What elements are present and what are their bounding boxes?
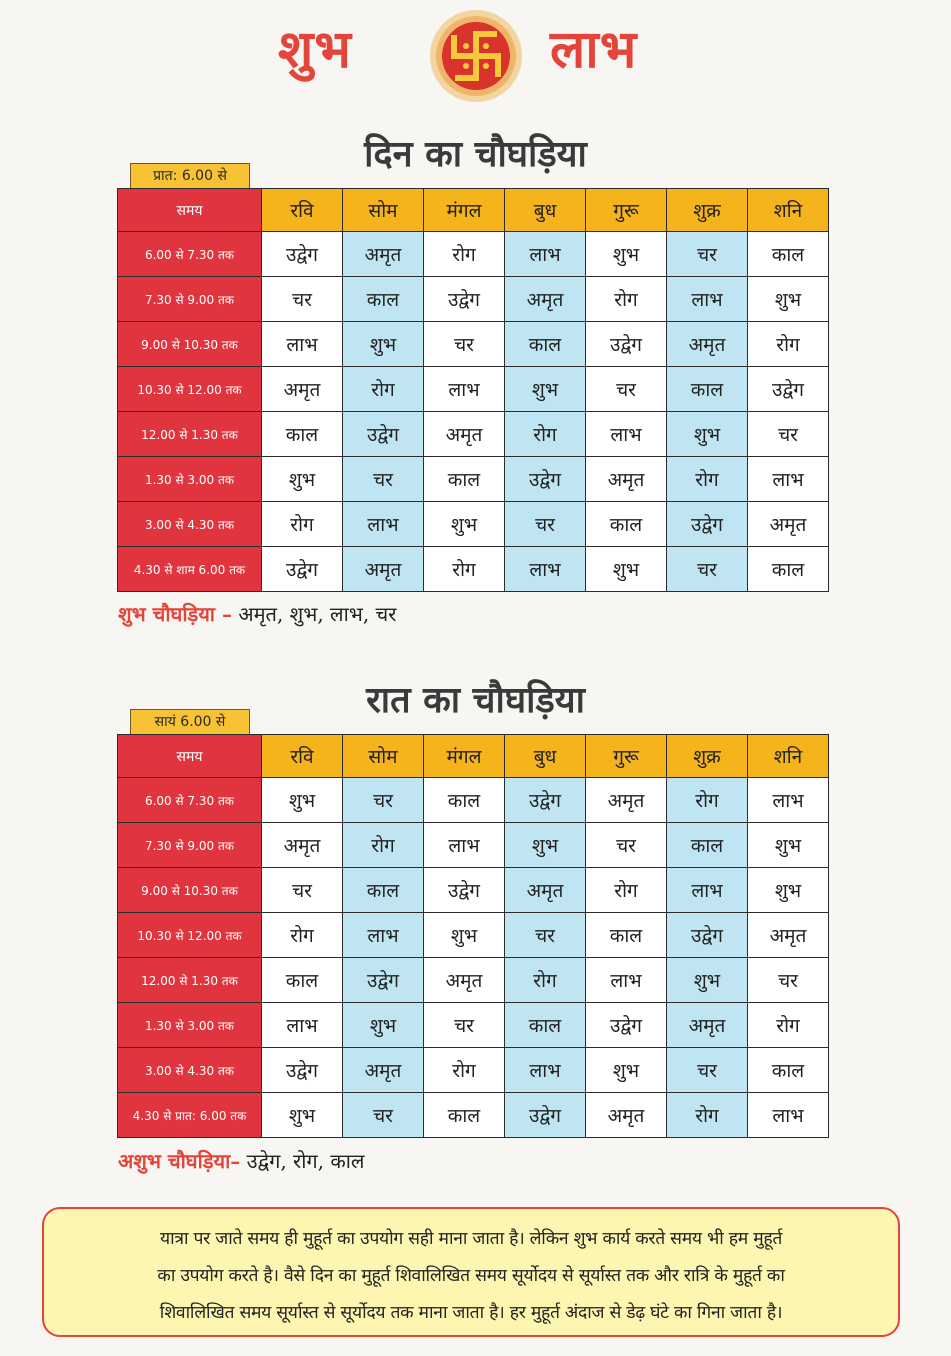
table-row <box>118 457 829 502</box>
choghadiya-cell: अमृत <box>667 1003 748 1048</box>
choghadiya-cell: चर <box>505 913 586 958</box>
choghadiya-cell: उद्वेग <box>262 547 343 592</box>
time-slot-cell: 12.00 से 1.30 तक <box>118 412 262 457</box>
choghadiya-cell: उद्वेग <box>505 1093 586 1138</box>
table-row <box>118 1048 829 1093</box>
day-column-header: गुरू <box>586 189 667 232</box>
choghadiya-cell: लाभ <box>586 958 667 1003</box>
choghadiya-cell: काल <box>667 367 748 412</box>
choghadiya-cell: काल <box>424 778 505 823</box>
choghadiya-cell: लाभ <box>505 547 586 592</box>
choghadiya-cell: रोग <box>667 457 748 502</box>
choghadiya-cell: रोग <box>424 1048 505 1093</box>
choghadiya-cell: उद्वेग <box>424 277 505 322</box>
note-line: का उपयोग करते है। वैसे दिन का मुहूर्त शिवालिखित समय सूर्योदय से सूर्यास्त तक और रात्रि के मुहूर्त का <box>157 1266 785 1286</box>
night-choghadiya-table <box>117 734 829 1138</box>
choghadiya-cell: शुभ <box>505 367 586 412</box>
choghadiya-cell: रोग <box>505 958 586 1003</box>
choghadiya-cell: रोग <box>262 913 343 958</box>
choghadiya-cell: अमृत <box>748 913 829 958</box>
note-line: यात्रा पर जाते समय ही मुहूर्त का उपयोग सही माना जाता है। लेकिन शुभ कार्य करते समय भी हम मुहूर्त <box>159 1229 783 1249</box>
choghadiya-cell: शुभ <box>586 547 667 592</box>
labh-heading: लाभ <box>550 19 638 80</box>
choghadiya-cell: अमृत <box>262 823 343 868</box>
table-row <box>118 778 829 823</box>
choghadiya-cell: उद्वेग <box>586 322 667 367</box>
choghadiya-cell: रोग <box>343 367 424 412</box>
choghadiya-cell: चर <box>262 277 343 322</box>
choghadiya-cell: काल <box>505 1003 586 1048</box>
night-legend <box>118 1147 365 1174</box>
choghadiya-cell: लाभ <box>667 277 748 322</box>
choghadiya-cell: रोग <box>748 322 829 367</box>
day-legend-label: शुभ चौघड़िया – <box>118 602 232 626</box>
choghadiya-cell: रोग <box>424 547 505 592</box>
time-slot-cell: 10.30 से 12.00 तक <box>118 913 262 958</box>
day-title: दिन का चौघड़िया <box>364 133 587 175</box>
choghadiya-cell: काल <box>586 502 667 547</box>
choghadiya-cell: लाभ <box>748 1093 829 1138</box>
choghadiya-cell: शुभ <box>343 1003 424 1048</box>
choghadiya-cell: उद्वेग <box>424 868 505 913</box>
choghadiya-cell: काल <box>586 913 667 958</box>
swastika-icon <box>428 8 524 104</box>
choghadiya-cell: लाभ <box>748 457 829 502</box>
choghadiya-cell: चर <box>667 547 748 592</box>
choghadiya-cell: उद्वेग <box>343 958 424 1003</box>
time-slot-cell: 4.30 से प्रात: 6.00 तक <box>118 1093 262 1138</box>
time-slot-cell: 12.00 से 1.30 तक <box>118 958 262 1003</box>
choghadiya-cell: चर <box>262 868 343 913</box>
choghadiya-cell: चर <box>748 958 829 1003</box>
choghadiya-cell: अमृत <box>424 958 505 1003</box>
day-start-tag: प्रात: 6.00 से <box>130 163 250 189</box>
choghadiya-cell: अमृत <box>748 502 829 547</box>
choghadiya-cell: चर <box>505 502 586 547</box>
time-slot-cell: 9.00 से 10.30 तक <box>118 868 262 913</box>
day-legend <box>118 600 396 627</box>
choghadiya-cell: काल <box>343 277 424 322</box>
choghadiya-cell: शुभ <box>262 778 343 823</box>
choghadiya-cell: उद्वेग <box>505 778 586 823</box>
choghadiya-cell: लाभ <box>343 502 424 547</box>
choghadiya-cell: लाभ <box>424 367 505 412</box>
time-slot-cell: 3.00 से 4.30 तक <box>118 502 262 547</box>
night-title: रात का चौघड़िया <box>366 679 585 721</box>
choghadiya-cell: काल <box>748 547 829 592</box>
choghadiya-cell: उद्वेग <box>262 232 343 277</box>
time-slot-cell: 7.30 से 9.00 तक <box>118 823 262 868</box>
choghadiya-cell: चर <box>586 823 667 868</box>
day-column-header: बुध <box>505 189 586 232</box>
day-column-header: शुक्र <box>667 735 748 778</box>
choghadiya-cell: शुभ <box>748 277 829 322</box>
choghadiya-cell: अमृत <box>505 277 586 322</box>
table-row <box>118 1093 829 1138</box>
shubh-heading: शुभ <box>278 19 352 80</box>
day-column-header: मंगल <box>424 189 505 232</box>
choghadiya-cell: काल <box>505 322 586 367</box>
choghadiya-cell: चर <box>343 778 424 823</box>
choghadiya-cell: लाभ <box>424 823 505 868</box>
choghadiya-cell: रोग <box>343 823 424 868</box>
table-row <box>118 277 829 322</box>
choghadiya-cell: अमृत <box>343 547 424 592</box>
table-row <box>118 412 829 457</box>
note-box <box>42 1207 900 1337</box>
night-start-tag: सायं 6.00 से <box>130 709 250 735</box>
day-column-header: रवि <box>262 735 343 778</box>
day-column-header: शनि <box>748 189 829 232</box>
time-slot-cell: 4.30 से शाम 6.00 तक <box>118 547 262 592</box>
day-column-header: रवि <box>262 189 343 232</box>
table-row <box>118 547 829 592</box>
night-legend-value: उद्वेग, रोग, काल <box>246 1149 365 1173</box>
time-slot-cell: 6.00 से 7.30 तक <box>118 778 262 823</box>
choghadiya-cell: लाभ <box>667 868 748 913</box>
choghadiya-cell: शुभ <box>424 913 505 958</box>
table-row <box>118 232 829 277</box>
table-row <box>118 958 829 1003</box>
choghadiya-cell: रोग <box>667 1093 748 1138</box>
choghadiya-cell: अमृत <box>505 868 586 913</box>
choghadiya-cell: काल <box>262 412 343 457</box>
choghadiya-cell: चर <box>424 322 505 367</box>
choghadiya-cell: रोग <box>748 1003 829 1048</box>
choghadiya-cell: उद्वेग <box>586 1003 667 1048</box>
table-row <box>118 322 829 367</box>
day-column-header: शनि <box>748 735 829 778</box>
choghadiya-cell: शुभ <box>262 457 343 502</box>
choghadiya-cell: रोग <box>667 778 748 823</box>
choghadiya-cell: शुभ <box>505 823 586 868</box>
day-legend-value: अमृत, शुभ, लाभ, चर <box>238 602 397 626</box>
time-slot-cell: 7.30 से 9.00 तक <box>118 277 262 322</box>
table-row <box>118 502 829 547</box>
choghadiya-cell: चर <box>424 1003 505 1048</box>
choghadiya-cell: चर <box>667 1048 748 1093</box>
choghadiya-cell: लाभ <box>262 1003 343 1048</box>
choghadiya-cell: शुभ <box>748 868 829 913</box>
choghadiya-cell: अमृत <box>586 457 667 502</box>
choghadiya-cell: अमृत <box>424 412 505 457</box>
choghadiya-cell: शुभ <box>667 958 748 1003</box>
choghadiya-cell: काल <box>748 232 829 277</box>
choghadiya-cell: काल <box>262 958 343 1003</box>
choghadiya-cell: चर <box>667 232 748 277</box>
time-slot-cell: 3.00 से 4.30 तक <box>118 1048 262 1093</box>
choghadiya-cell: अमृत <box>586 1093 667 1138</box>
choghadiya-cell: शुभ <box>262 1093 343 1138</box>
table-row <box>118 868 829 913</box>
choghadiya-cell: अमृत <box>667 322 748 367</box>
table-row <box>118 913 829 958</box>
choghadiya-cell: चर <box>748 412 829 457</box>
choghadiya-cell: उद्वेग <box>748 367 829 412</box>
choghadiya-cell: शुभ <box>667 412 748 457</box>
choghadiya-cell: उद्वेग <box>667 502 748 547</box>
day-column-header: बुध <box>505 735 586 778</box>
choghadiya-cell: काल <box>748 1048 829 1093</box>
choghadiya-cell: अमृत <box>343 1048 424 1093</box>
choghadiya-cell: शुभ <box>586 232 667 277</box>
choghadiya-cell: अमृत <box>343 232 424 277</box>
choghadiya-cell: चर <box>343 457 424 502</box>
choghadiya-cell: रोग <box>586 277 667 322</box>
table-row <box>118 823 829 868</box>
night-legend-label: अशुभ चौघड़िया– <box>118 1149 241 1173</box>
choghadiya-cell: शुभ <box>586 1048 667 1093</box>
choghadiya-cell: काल <box>667 823 748 868</box>
choghadiya-cell: काल <box>424 1093 505 1138</box>
time-slot-cell: 9.00 से 10.30 तक <box>118 322 262 367</box>
day-column-header: सोम <box>343 735 424 778</box>
time-slot-cell: 10.30 से 12.00 तक <box>118 367 262 412</box>
choghadiya-cell: काल <box>343 868 424 913</box>
choghadiya-cell: काल <box>424 457 505 502</box>
day-column-header: गुरू <box>586 735 667 778</box>
choghadiya-cell: लाभ <box>262 322 343 367</box>
day-column-header: शुक्र <box>667 189 748 232</box>
choghadiya-cell: रोग <box>262 502 343 547</box>
header-banner <box>0 0 951 110</box>
choghadiya-cell: शुभ <box>343 322 424 367</box>
choghadiya-cell: उद्वेग <box>667 913 748 958</box>
choghadiya-cell: चर <box>586 367 667 412</box>
choghadiya-cell: उद्वेग <box>262 1048 343 1093</box>
header-row <box>118 735 829 778</box>
table-row <box>118 367 829 412</box>
choghadiya-cell: लाभ <box>505 1048 586 1093</box>
time-slot-cell: 6.00 से 7.30 तक <box>118 232 262 277</box>
day-choghadiya-table <box>117 188 829 592</box>
note-line: शिवालिखित समय सूर्यास्त से सूर्योदय तक माना जाता है। हर मुहूर्त अंदाज से डेढ़ घंटे का गिना जाता है। <box>159 1303 783 1323</box>
choghadiya-cell: रोग <box>505 412 586 457</box>
choghadiya-cell: उद्वेग <box>505 457 586 502</box>
choghadiya-cell: उद्वेग <box>343 412 424 457</box>
time-column-header: समय <box>118 735 262 778</box>
day-column-header: सोम <box>343 189 424 232</box>
choghadiya-cell: शुभ <box>424 502 505 547</box>
choghadiya-cell: अमृत <box>262 367 343 412</box>
choghadiya-cell: शुभ <box>748 823 829 868</box>
time-column-header: समय <box>118 189 262 232</box>
choghadiya-cell: लाभ <box>505 232 586 277</box>
choghadiya-cell: रोग <box>424 232 505 277</box>
choghadiya-cell: लाभ <box>586 412 667 457</box>
time-slot-cell: 1.30 से 3.00 तक <box>118 457 262 502</box>
choghadiya-cell: लाभ <box>343 913 424 958</box>
choghadiya-cell: अमृत <box>586 778 667 823</box>
choghadiya-cell: रोग <box>586 868 667 913</box>
table-row <box>118 1003 829 1048</box>
day-column-header: मंगल <box>424 735 505 778</box>
header-row <box>118 189 829 232</box>
time-slot-cell: 1.30 से 3.00 तक <box>118 1003 262 1048</box>
choghadiya-cell: लाभ <box>748 778 829 823</box>
choghadiya-cell: चर <box>343 1093 424 1138</box>
